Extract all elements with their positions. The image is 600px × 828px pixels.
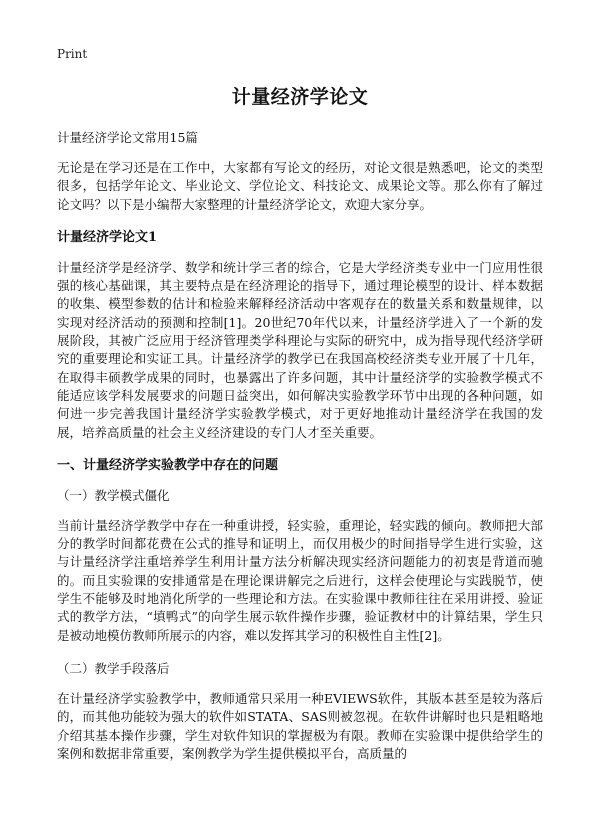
page-title: 计量经济学论文 (231, 86, 369, 108)
part1-heading: 一、计量经济学实验教学中存在的问题 (57, 457, 279, 473)
print-label[interactable]: Print (57, 47, 88, 61)
sub2-paragraph: 在计量经济学实验教学中，教师通常只采用一种EVIEWS软件，其版本甚至是较为落后的，而其他功能较为强大的软件如STATA、SAS则被忽视。在软件讲解时也只是粗略地介绍其基本操作步骤，学生对软件知识的掌握极为有限。教师在实验课中提供给学生的案例和数据非常重要，案例教学为学生提供模拟平台，高质量的 (57, 690, 543, 761)
sub2-heading: （二）教学手段落后 (57, 660, 170, 676)
document-subtitle: 计量经济学论文常用15篇 (57, 130, 198, 145)
intro-paragraph: 无论是在学习还是在工作中，大家都有写论文的经历，对论文很是熟悉吧，论文的类型很多，包括学年论文、毕业论文、学位论文、科技论文、成果论文等。那么你有了解过论文吗？以下是小编帮大家整理的计量经济学论文，欢迎大家分享。 (57, 160, 543, 212)
section1-heading: 计量经济学论文1 (57, 229, 158, 245)
sub1-paragraph: 当前计量经济学教学中存在一种重讲授，轻实验，重理论，轻实践的倾向。教师把大部分的教学时间都花费在公式的推导和证明上，而仅用极少的时间指导学生进行实验，这与计量经济学注重培养学生利用计量方法分析解决现实经济问题能力的初衷是背道而驰的。而且实验课的安排通常是在理论课讲解完之后进行，这样会使理论与实践脱节，使学生不能够及时地消化所学的一些理论和方法。在实验课中教师往往在采用讲授、验证式的教学方法，“填鸭式”的向学生展示软件操作步骤，验证教材中的计算结果，学生只是被动地模仿教师所展示的内容，难以发挥其学习的积极性自主性[2]。 (57, 517, 543, 643)
section1-paragraph: 计量经济学是经济学、数学和统计学三者的综合，它是大学经济类专业中一门应用性很强的核心基础课，其主要特点是在经济理论的指导下，通过理论模型的设计、样本数据的收集、模型参数的估计和检验来解释经济活动中客观存在的数量关系和数量规律，以实现对经济活动的预测和控制[1]。20世纪70年代以来，计量经济学进入了一个新的发展阶段，其被广泛应用于经济管理类学科理论与实际的研究中，成为指导现代经济学研究的重要理论和实证工具。计量经济学的教学已在我国高校经济类专业开展了十几年，在取得丰硕教学成果的同时，也暴露出了许多问题，其中计量经济学的实验教学模式不能适应该学科发展要求的问题日益突出，如何解决实验教学环节中出现的各种问题，如何进一步完善我国计量经济学实验教学模式，对于更好地推动计量经济学在我国的发展，培养高质量的社会主义经济建设的专门人才至关重要。 (57, 259, 543, 440)
sub1-heading: （一）教学模式僵化 (57, 487, 170, 503)
